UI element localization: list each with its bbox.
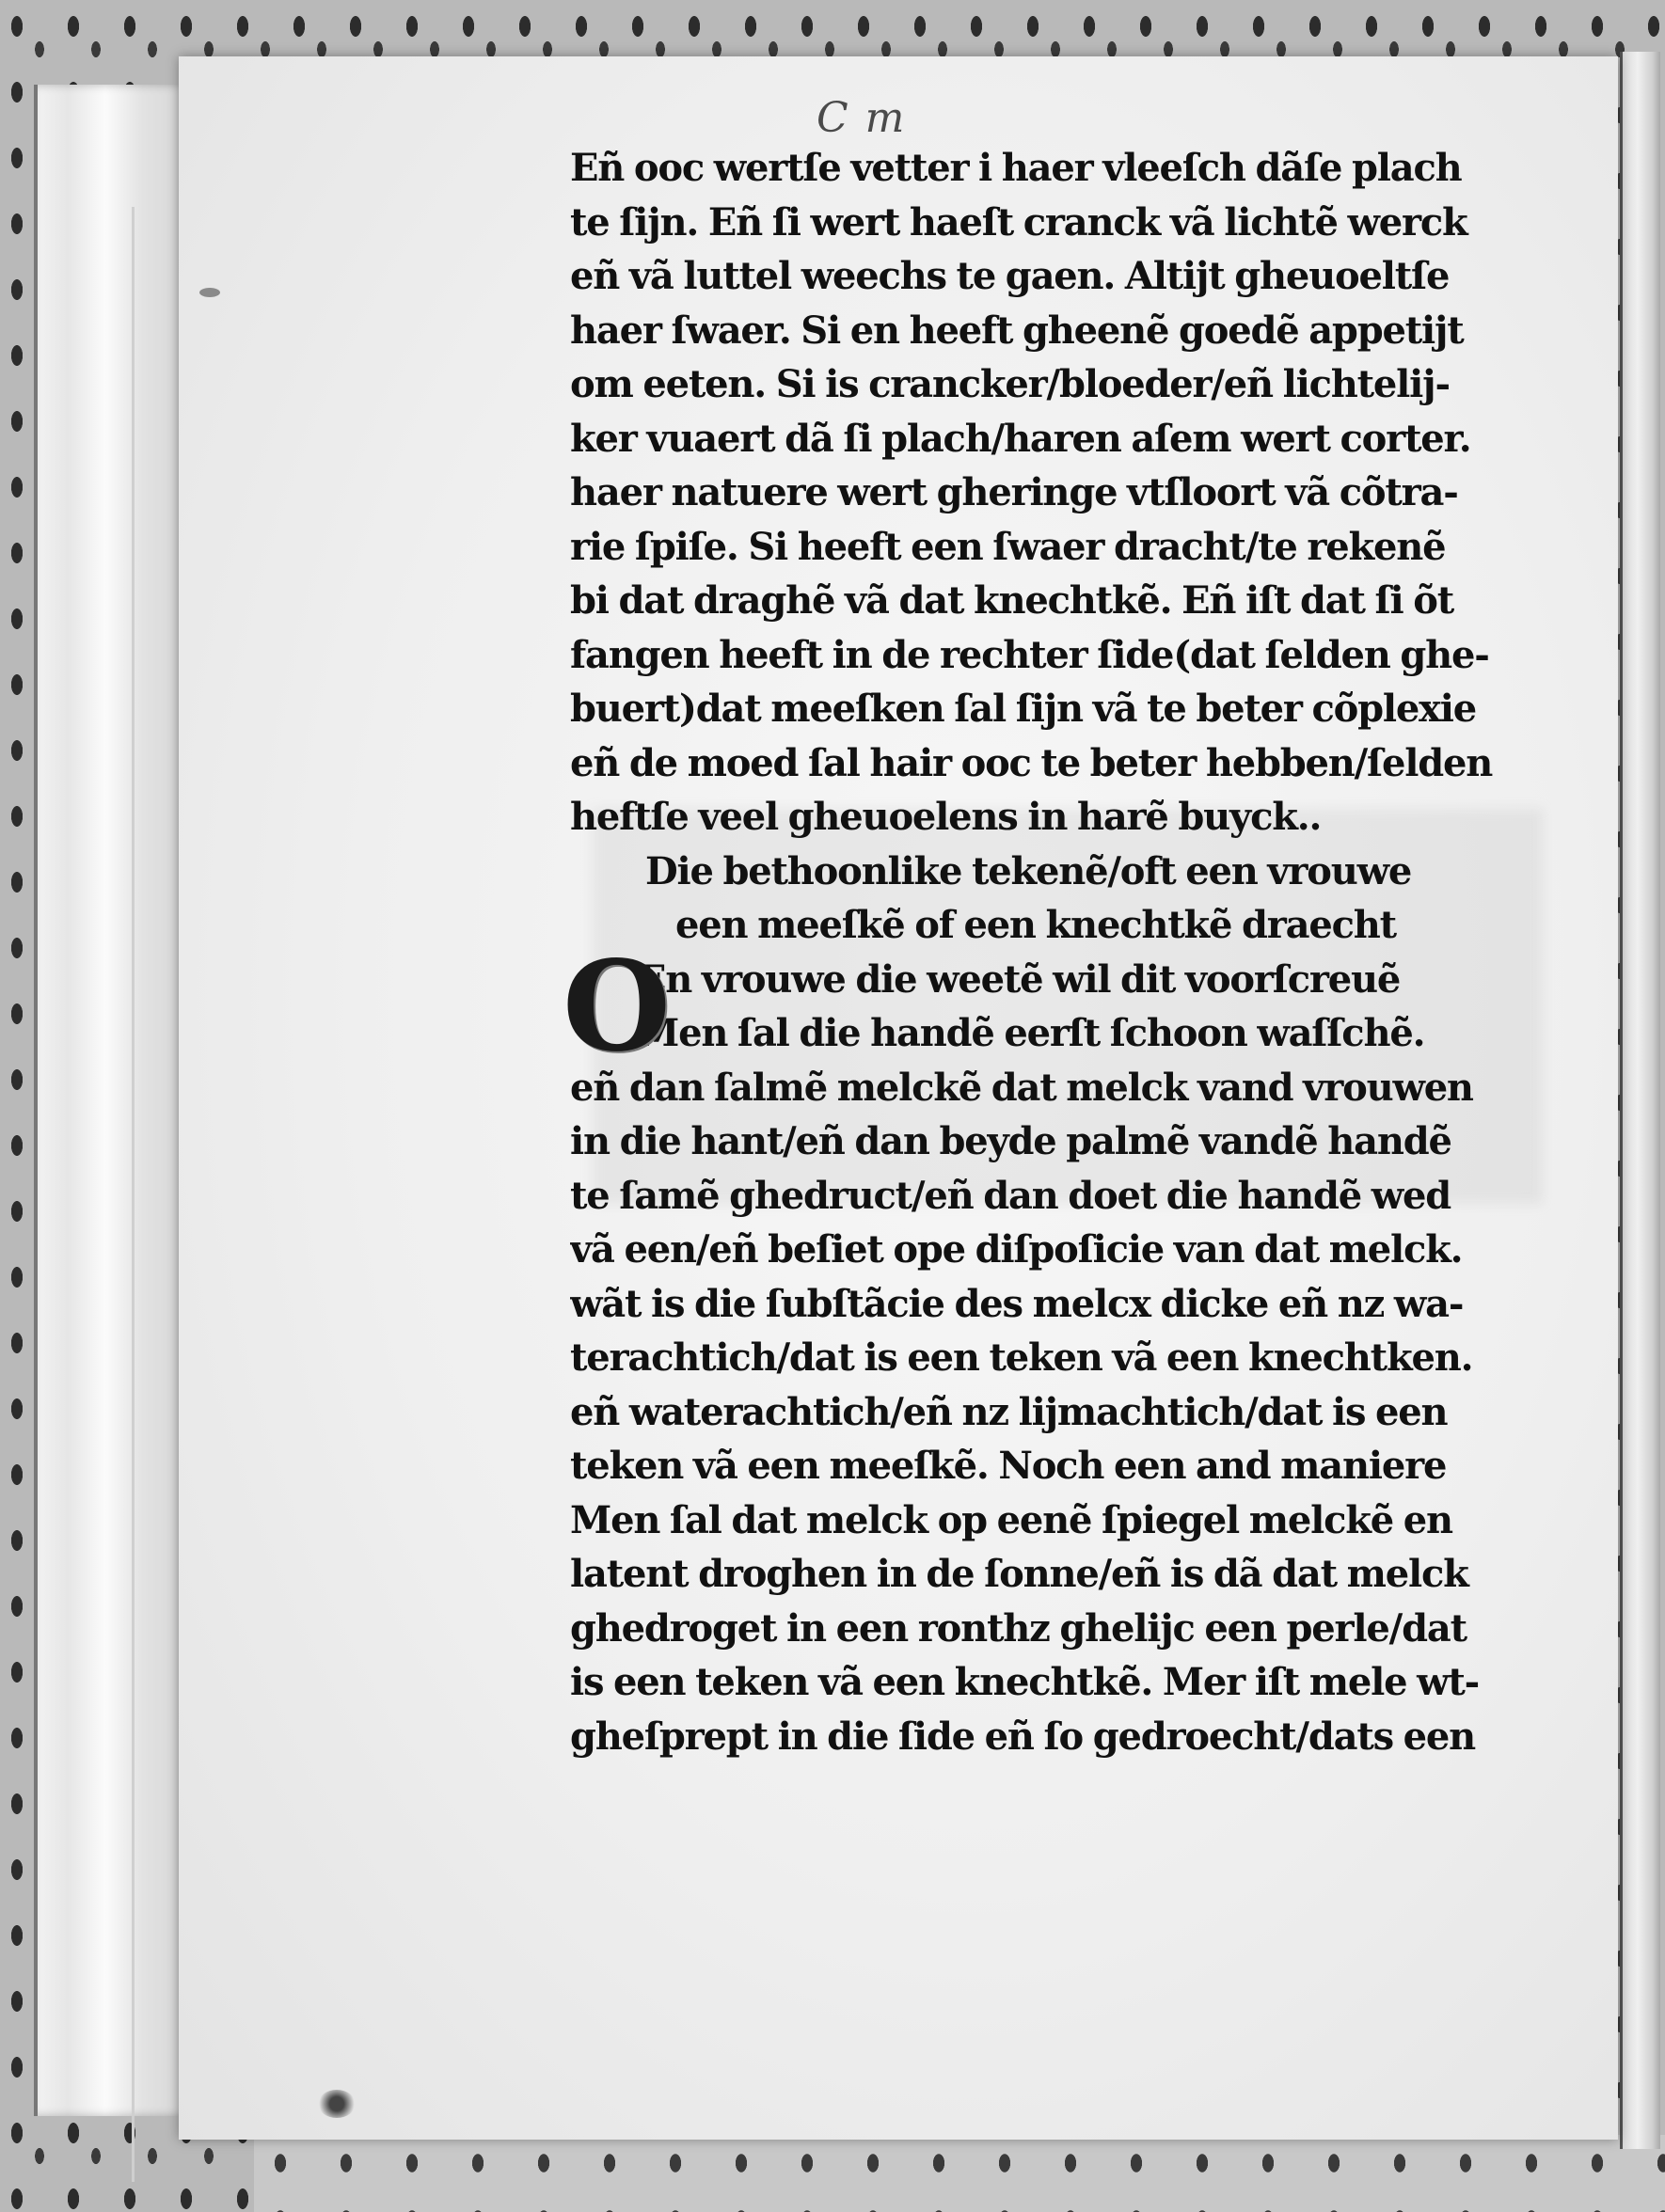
text-line: terachtich/dat is een teken vã een knechtken.: [570, 1335, 1473, 1380]
text-line: eñ waterachtich/eñ nz lijmachtich/dat is een: [570, 1389, 1448, 1434]
ink-stain: [318, 2090, 356, 2118]
text-line: ghedroget in een ronthz ghelijc een perle/dat: [570, 1605, 1467, 1651]
text-line: om eeten. Si is crancker/bloeder/eñ lichtelij-: [570, 362, 1450, 406]
text-block: [563, 141, 1558, 1763]
text-line: te ſamẽ ghedruct/eñ dan doet die handẽ wed: [570, 1173, 1451, 1218]
signature-mark: C m: [817, 94, 907, 142]
text-line: haer natuere wert gheringe vtſloort vã cõtra-: [570, 470, 1458, 514]
text-line: Men ſal dat melck op eenẽ ſpiegel melckẽ en: [570, 1497, 1452, 1542]
text-line: gheſprept in die ſide eñ ſo gedroecht/dats een: [570, 1714, 1476, 1759]
facing-page-edge: [1620, 52, 1660, 2149]
text-line: heftſe veel gheuoelens in harẽ buyck..: [570, 795, 1322, 839]
text-line: wãt is die ſubſtãcie des melcx dicke eñ nz wa-: [570, 1281, 1464, 1326]
text-line: eñ dan ſalmẽ melckẽ dat melck vand vrouwen: [570, 1065, 1473, 1110]
text-line: Eñ ooc wertſe vetter i haer vleeſch dãſe plach: [570, 146, 1462, 190]
text-line: haer ſwaer. Si en heeft gheenẽ goedẽ appetijt: [570, 308, 1464, 353]
text-line: En vrouwe die weetẽ wil dit voorſcreuẽ: [638, 956, 1401, 1002]
text-line: fangen heeft in de rechter ſide(dat ſelden ghe-: [570, 632, 1489, 677]
text-line: eñ de moed ſal hair ooc te beter hebben/ſelden: [570, 740, 1493, 785]
small-stain: [199, 288, 220, 297]
text-line: latent droghen in de ſonne/eñ is dã dat melck: [570, 1552, 1468, 1596]
text-line: ker vuaert dã ſi plach/haren aſem wert corter.: [570, 416, 1471, 461]
page-gutter: [34, 85, 188, 2116]
gutter-fold-line: [132, 207, 135, 2182]
text-line: teken vã een meeſkẽ. Noch een and maniere: [570, 1444, 1447, 1488]
drop-cap-letter: O: [563, 933, 671, 1080]
text-line: rie ſpiſe. Si heeft een ſwaer dracht/te rekenẽ: [570, 524, 1446, 569]
text-line: buert)dat meeſken ſal ſijn vã te beter cõplexie: [570, 687, 1477, 731]
text-line: Men ſal die handẽ eerſt ſchoon waſſchẽ.: [638, 1011, 1425, 1055]
text-line: vã een/eñ beſiet ope diſpoſicie van dat melck.: [570, 1227, 1463, 1272]
text-line: eñ vã luttel weechs te gaen. Altijt gheuoeltſe: [570, 254, 1450, 298]
text-line: te ſijn. Eñ ſi wert haeſt cranck vã lichtẽ werck: [570, 199, 1467, 245]
text-line: Die bethoonlike tekenẽ/oft een vrouwe: [645, 848, 1412, 893]
binding-board-lower: [254, 2135, 1665, 2212]
text-line: een meeſkẽ of een knechtkẽ draecht: [675, 903, 1396, 947]
text-line: bi dat draghẽ vã dat knechtkẽ. Eñ iſt dat ſi õt: [570, 578, 1453, 623]
text-line: is een teken vã een knechtkẽ. Mer iſt mele wt-: [570, 1660, 1479, 1704]
text-line: in die hant/eñ dan beyde palmẽ vandẽ handẽ: [570, 1119, 1451, 1163]
